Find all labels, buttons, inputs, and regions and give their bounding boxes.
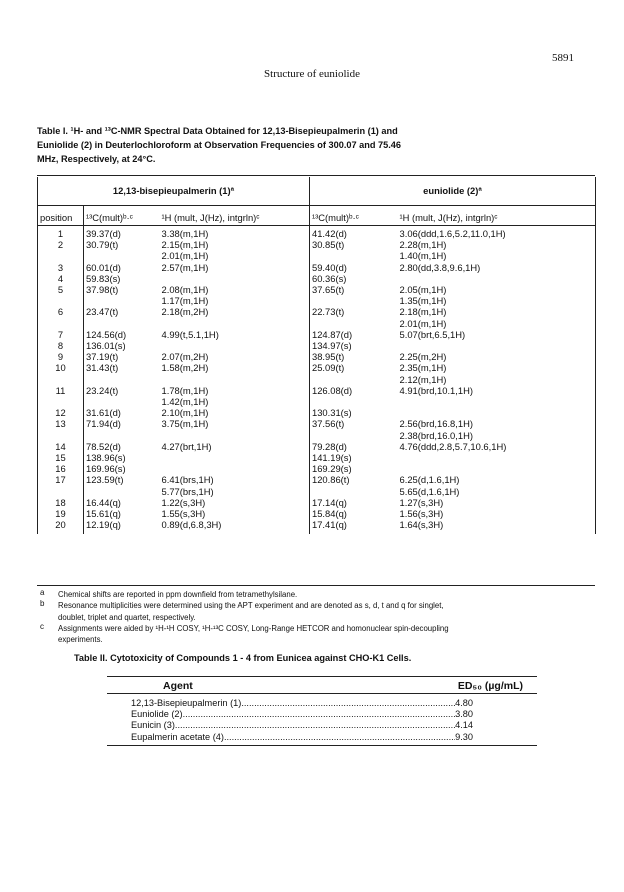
ed50-value: 3.80 <box>455 709 473 720</box>
c13-shift-cell: 31.61(d) <box>86 407 121 419</box>
table-row <box>38 385 596 396</box>
position-cell: 2 <box>38 239 84 250</box>
dot-leader <box>241 698 455 709</box>
h1-shift-cell: 1.58(m,2H) <box>161 362 209 374</box>
c13-shift-cell <box>84 396 160 407</box>
h1-shift-cell: 6.41(brs,1H) <box>161 474 214 486</box>
table-row <box>38 262 596 273</box>
table-row <box>38 430 596 441</box>
h1-shift-cell: 2.10(m,1H) <box>161 407 209 419</box>
c13-shift-cell <box>310 430 398 441</box>
c13-shift-cell: 71.94(d) <box>86 418 121 430</box>
agent-name: Eupalmerin acetate (4) <box>131 731 224 742</box>
position-cell: 8 <box>38 340 84 351</box>
table2-caption: Table II. Cytotoxicity of Compounds 1 - 4 from Eunicea against CHO-K1 Cells. <box>74 653 412 663</box>
table-row <box>38 284 596 295</box>
table-row <box>38 295 596 306</box>
table-row <box>38 396 596 407</box>
table-row <box>38 463 596 474</box>
table1-caption-line: Euniolide (2) in Deuterlochloroform at Observation Frequencies of 300.07 and 75.46 <box>37 140 402 150</box>
position-cell: 18 <box>38 497 84 508</box>
table1-caption <box>37 124 597 166</box>
table-row <box>107 720 537 731</box>
h1-shift-cell: 1.22(s,3H) <box>161 496 206 508</box>
table-row <box>38 318 596 329</box>
h1-shift-cell: 2.15(m,1H) <box>161 239 209 251</box>
c13-shift-cell: 41.42(d) <box>310 226 398 240</box>
c13-shift-cell: 141.19(s) <box>310 452 398 463</box>
c13-shift-cell: 78.52(d) <box>86 440 121 452</box>
table-row <box>38 226 596 240</box>
c13-shift-cell: 169.96(s) <box>86 463 126 475</box>
table-row <box>38 441 596 452</box>
c13-shift-cell: 60.01(d) <box>86 261 121 273</box>
h1-shift-cell <box>398 396 596 407</box>
table1-top-rule <box>37 175 595 176</box>
c13-shift-cell: 23.24(t) <box>86 384 119 396</box>
position-cell: 15 <box>38 452 84 463</box>
table-row <box>107 698 537 709</box>
h1-shift-cell: 1.78(m,1H) <box>161 384 209 396</box>
h1-shift-cell: 2.18(m,1H) <box>398 306 596 317</box>
table-row <box>38 250 596 261</box>
agent-name: Eunicin (3) <box>131 720 175 731</box>
c13-shift-cell: 37.98(t) <box>86 284 119 296</box>
c13-shift-cell <box>310 295 398 306</box>
c13-shift-cell: 38.95(t) <box>310 351 398 362</box>
h1-shift-cell <box>160 340 310 351</box>
position-cell <box>38 374 84 385</box>
c13-shift-cell: 79.28(d) <box>310 441 398 452</box>
col-header-ed50: ED₅₀ (µg/mL) <box>457 680 523 692</box>
h1-shift-cell: 2.35(m,1H) <box>398 362 596 373</box>
position-cell: 12 <box>38 407 84 418</box>
h1-shift-cell: 4.91(brd,10.1,1H) <box>398 385 596 396</box>
h1-shift-cell: 2.25(m,2H) <box>398 351 596 362</box>
position-cell <box>38 295 84 306</box>
agent-name: 12,13-Bisepieupalmerin (1) <box>131 698 242 708</box>
h1-shift-cell <box>398 340 596 351</box>
h1-shift-cell: 2.12(m,1H) <box>398 374 596 385</box>
c13-shift-cell: 39.37(d) <box>86 228 121 239</box>
position-cell: 17 <box>38 474 84 485</box>
h1-shift-cell <box>160 273 310 284</box>
position-cell: 6 <box>38 306 84 317</box>
c13-shift-cell <box>310 318 398 329</box>
c13-shift-cell: 37.56(t) <box>310 418 398 429</box>
col-header-h2: ¹H (mult, J(Hz), intgrln)ᶜ <box>398 206 596 226</box>
c13-shift-cell: 15.61(q) <box>86 508 121 520</box>
c13-shift-cell: 37.65(t) <box>310 284 398 295</box>
c13-shift-cell: 130.31(s) <box>310 407 398 418</box>
ed50-value: 4.80 <box>455 698 473 708</box>
h1-shift-cell: 5.07(brt,6.5,1H) <box>398 329 596 340</box>
c13-shift-cell: 138.96(s) <box>86 452 126 464</box>
position-cell: 20 <box>38 519 84 534</box>
h1-shift-cell: 1.40(m,1H) <box>398 250 596 261</box>
table-row <box>38 497 596 508</box>
table2-header <box>107 677 537 694</box>
footnote-text: experiments. <box>58 635 103 645</box>
table2-body <box>107 694 537 746</box>
position-cell: 1 <box>38 226 84 240</box>
h1-shift-cell: 3.38(m,1H) <box>161 228 209 239</box>
table-row <box>38 508 596 519</box>
h1-shift-cell: 1.55(s,3H) <box>161 508 206 520</box>
footnote-text: Chemical shifts are reported in ppm downfield from tetramethylsilane. <box>58 590 298 599</box>
compound2-header: euniolide (2)ª <box>310 177 596 206</box>
c13-shift-cell <box>84 430 160 441</box>
c13-shift-cell <box>84 486 160 497</box>
c13-shift-cell: 124.87(d) <box>310 329 398 340</box>
dot-leader <box>224 732 455 743</box>
table-row <box>38 351 596 362</box>
h1-shift-cell: 1.42(m,1H) <box>161 396 209 408</box>
position-cell: 19 <box>38 508 84 519</box>
c13-shift-cell: 30.79(t) <box>86 239 119 251</box>
table-row <box>107 732 537 743</box>
h1-shift-cell: 2.08(m,1H) <box>161 284 209 296</box>
c13-shift-cell <box>84 374 160 385</box>
h1-shift-cell: 2.28(m,1H) <box>398 239 596 250</box>
h1-shift-cell <box>160 463 310 474</box>
h1-shift-cell: 3.06(ddd,1.6,5.2,11.0,1H) <box>398 226 596 240</box>
c13-shift-cell: 17.14(q) <box>310 497 398 508</box>
position-cell <box>38 486 84 497</box>
position-cell <box>38 430 84 441</box>
position-cell <box>38 250 84 261</box>
h1-shift-cell <box>398 407 596 418</box>
agent-name: Euniolide (2) <box>131 709 183 720</box>
table-row <box>38 239 596 250</box>
c13-shift-cell <box>310 486 398 497</box>
position-cell: 4 <box>38 273 84 284</box>
col-header-position: position <box>38 206 84 226</box>
footnotes <box>40 589 600 645</box>
h1-shift-cell: 2.56(brd,16.8,1H) <box>398 418 596 429</box>
h1-shift-cell: 2.80(dd,3.8,9.6,1H) <box>398 262 596 273</box>
position-cell <box>38 318 84 329</box>
c13-shift-cell <box>84 250 160 261</box>
h1-shift-cell <box>160 374 310 385</box>
h1-shift-cell <box>398 452 596 463</box>
c13-shift-cell <box>84 318 160 329</box>
h1-shift-cell: 2.05(m,1H) <box>398 284 596 295</box>
position-cell: 10 <box>38 362 84 373</box>
ed50-value: 9.30 <box>455 731 473 742</box>
h1-shift-cell: 6.25(d,1.6,1H) <box>398 474 596 485</box>
table-row <box>38 340 596 351</box>
col-header-agent: Agent <box>163 680 193 692</box>
h1-shift-cell: 2.57(m,1H) <box>161 261 209 273</box>
c13-shift-cell: 30.85(t) <box>310 239 398 250</box>
h1-shift-cell: 1.64(s,3H) <box>398 519 596 534</box>
h1-shift-cell: 1.27(s,3H) <box>398 497 596 508</box>
position-cell: 5 <box>38 284 84 295</box>
table-row <box>38 474 596 485</box>
c13-shift-cell <box>310 374 398 385</box>
c13-shift-cell <box>310 396 398 407</box>
c13-shift-cell: 16.44(q) <box>86 496 121 508</box>
table-row <box>38 452 596 463</box>
c13-shift-cell: 12.19(q) <box>86 519 121 531</box>
h1-shift-cell: 2.01(m,1H) <box>161 250 209 262</box>
table2 <box>107 676 537 746</box>
position-cell <box>38 396 84 407</box>
table-row <box>38 273 596 284</box>
table-row <box>107 709 537 720</box>
h1-shift-cell: 3.75(m,1H) <box>161 418 209 430</box>
table1-bottom-rule <box>37 585 595 586</box>
position-cell: 14 <box>38 441 84 452</box>
col-header-c2: ¹³C(mult)ᵇ·ᶜ <box>310 206 398 226</box>
c13-shift-cell: 59.83(s) <box>86 272 121 284</box>
h1-shift-cell <box>160 452 310 463</box>
position-cell: 9 <box>38 351 84 362</box>
table-row <box>38 486 596 497</box>
c13-shift-cell: 123.59(t) <box>86 474 124 486</box>
footnote-mark: a <box>40 588 45 597</box>
h1-shift-cell: 5.65(d,1.6,1H) <box>398 486 596 497</box>
h1-shift-cell: 1.56(s,3H) <box>398 508 596 519</box>
position-cell: 13 <box>38 418 84 429</box>
c13-shift-cell: 31.43(t) <box>86 362 119 374</box>
h1-shift-cell <box>398 463 596 474</box>
h1-shift-cell: 4.27(brt,1H) <box>161 440 212 452</box>
col-header-h1: ¹H (mult, J(Hz), intgrln)ᶜ <box>160 206 310 226</box>
h1-shift-cell: 2.38(brd,16.0,1H) <box>398 430 596 441</box>
footnote-text: Resonance multiplicities were determined using the APT experiment and are denoted as s, d, t and q for singlet, <box>58 601 444 611</box>
h1-shift-cell <box>160 430 310 441</box>
h1-shift-cell: 1.17(m,1H) <box>161 295 209 307</box>
footnote-mark: b <box>40 599 45 609</box>
table1-body <box>38 226 596 535</box>
h1-shift-cell <box>160 318 310 329</box>
c13-shift-cell: 124.56(d) <box>86 328 127 340</box>
h1-shift-cell: 5.77(brs,1H) <box>161 485 214 497</box>
c13-shift-cell: 136.01(s) <box>86 340 126 352</box>
c13-shift-cell: 126.08(d) <box>310 385 398 396</box>
c13-shift-cell: 15.84(q) <box>310 508 398 519</box>
nmr-data-table <box>37 177 596 534</box>
c13-shift-cell: 134.97(s) <box>310 340 398 351</box>
c13-shift-cell: 120.86(t) <box>310 474 398 485</box>
footnote <box>40 612 600 623</box>
position-cell: 11 <box>38 385 84 396</box>
dot-leader <box>175 720 455 731</box>
col-header-c1: ¹³C(mult)ᵇ·ᶜ <box>84 206 160 226</box>
position-cell: 16 <box>38 463 84 474</box>
h1-shift-cell: 4.76(ddd,2.8,5.7,10.6,1H) <box>398 441 596 452</box>
c13-shift-cell <box>84 295 160 306</box>
footnote-text: doublet, triplet and quartet, respectively. <box>58 612 196 622</box>
dot-leader <box>183 709 456 720</box>
c13-shift-cell: 17.41(q) <box>310 519 398 534</box>
ed50-value: 4.14 <box>455 720 473 731</box>
footnote <box>40 634 600 645</box>
running-title: Structure of euniolide <box>264 68 360 80</box>
c13-shift-cell: 60.36(s) <box>310 273 398 284</box>
footnote <box>40 623 600 634</box>
h1-shift-cell: 1.35(m,1H) <box>398 295 596 306</box>
table-row <box>38 329 596 340</box>
position-cell: 7 <box>38 329 84 340</box>
h1-shift-cell: 0.89(d,6.8,3H) <box>161 519 222 531</box>
table-row <box>38 362 596 373</box>
table-row <box>38 519 596 534</box>
table-row <box>38 374 596 385</box>
h1-shift-cell: 2.18(m,2H) <box>161 306 209 318</box>
c13-shift-cell: 25.09(t) <box>310 362 398 373</box>
h1-shift-cell: 2.07(m,2H) <box>161 351 209 363</box>
footnote <box>40 600 600 611</box>
table1-caption-line: Table I. ¹H- and ¹³C-NMR Spectral Data Obtained for 12,13-Bisepieupalmerin (1) and <box>37 126 398 136</box>
table-row <box>38 418 596 429</box>
c13-shift-cell: 37.19(t) <box>86 351 119 363</box>
h1-shift-cell: 4.99(t,5.1,1H) <box>161 328 219 340</box>
compound1-header: 12,13-bisepieupalmerin (1)ª <box>38 177 310 206</box>
footnote <box>40 589 600 600</box>
table1 <box>37 177 595 534</box>
table1-caption-line: MHz, Respectively, at 24°C. <box>37 154 156 164</box>
table-row <box>38 306 596 317</box>
h1-shift-cell <box>398 273 596 284</box>
c13-shift-cell: 23.47(t) <box>86 306 119 318</box>
footnote-mark: c <box>40 621 44 631</box>
h1-shift-cell: 2.01(m,1H) <box>398 318 596 329</box>
c13-shift-cell <box>310 250 398 261</box>
position-cell: 3 <box>38 262 84 273</box>
page-number: 5891 <box>552 52 574 64</box>
c13-shift-cell: 169.29(s) <box>310 463 398 474</box>
c13-shift-cell: 22.73(t) <box>310 306 398 317</box>
c13-shift-cell: 59.40(d) <box>310 262 398 273</box>
footnote-text: Assignments were aided by ¹H-¹H COSY, ¹H-¹³C COSY, Long-Range HETCOR and homonuclear spin-decoupling <box>58 623 449 633</box>
table-row <box>38 407 596 418</box>
